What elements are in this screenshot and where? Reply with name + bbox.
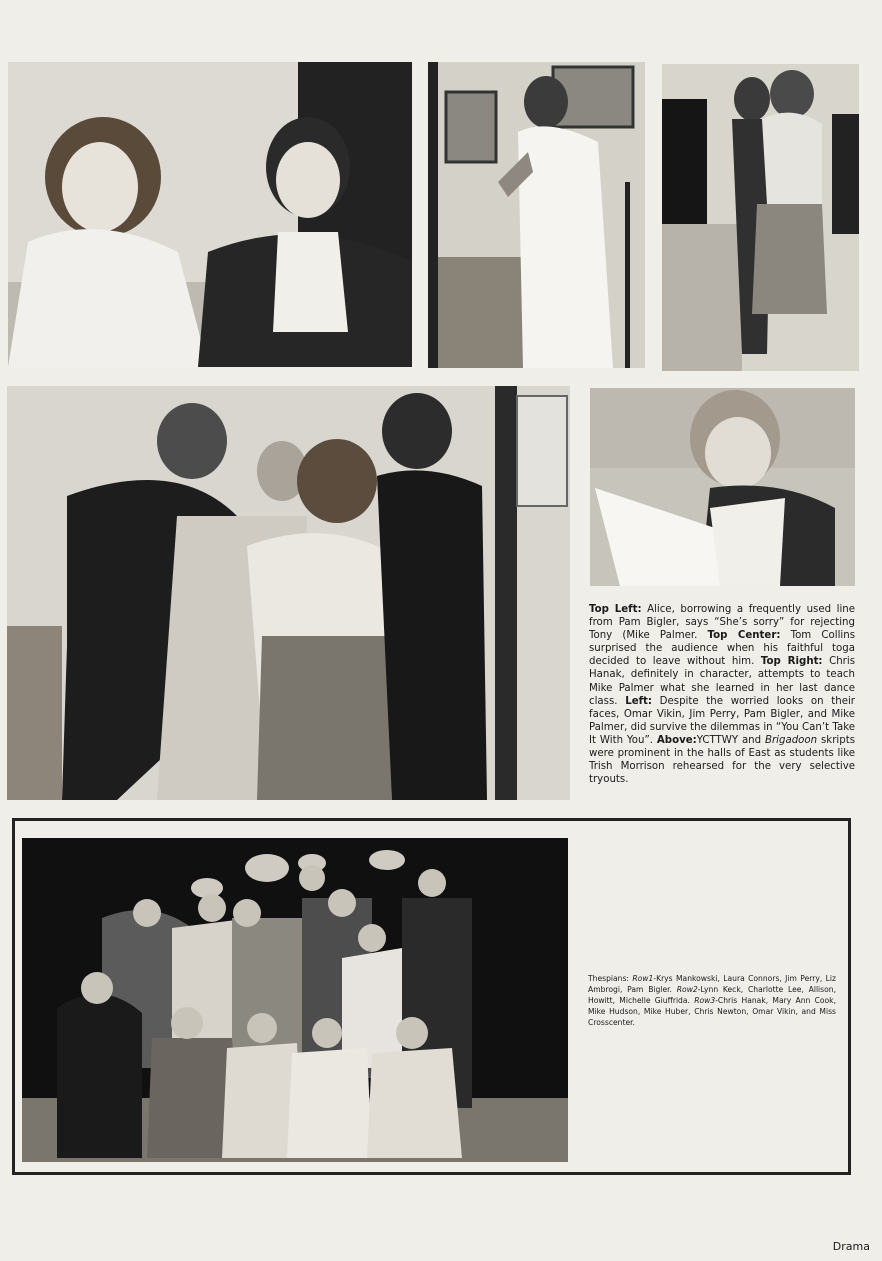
row3-names: -Chris Hanak, Mary Ann Cook, Mike Hudson, Mike Huber, Chris Newton, Omar Vikin, and Miss Crosscenter. [588, 996, 836, 1027]
caption-top-left-text: Alice, borrowing a frequently used line from Pam Bigler, says “She’s sorry” for rejecting Tony (Mike Palmer. [589, 604, 855, 642]
section-folio: Drama [832, 1240, 870, 1253]
photo-left [7, 386, 570, 800]
caption-top-left-label: Top Left: [589, 604, 642, 615]
caption-above-label: Above: [656, 734, 697, 746]
photo-above [590, 388, 855, 586]
caption-top-center-text: Tom Collins surprised the audience when his faithful toga decided to leave without him. [589, 630, 855, 668]
caption-top-right-text: Chris Hanak, definitely in character, attempts to teach Mike Palmer what she learned in her last dance class. [589, 656, 855, 707]
caption-above-italic: Brigadoon [765, 734, 818, 746]
thespians-intro: Thespians: [588, 974, 633, 983]
row2-label: Row2 [676, 985, 698, 994]
caption-left-text: Despite the worried looks on their faces, Omar Vikin, Jim Perry, Pam Bigler, and Mike Palmer, did survive the dilemmas in “You Can’t Take It With You”. [589, 695, 855, 746]
caption-top-right-label: Top Right: [760, 656, 823, 668]
thespians-caption [588, 973, 836, 1028]
caption-above-text-a: YCTTWY and [696, 734, 765, 746]
caption-left-label: Left: [625, 695, 652, 707]
photo-group [22, 838, 568, 1162]
row1-label: Row1 [632, 974, 654, 983]
row3-label: Row3 [694, 996, 716, 1005]
caption-top-center-label: Top Center: [707, 630, 781, 642]
photo-captions [589, 603, 855, 786]
photo-top-right [662, 64, 859, 371]
row1-names: -Krys Mankowski, Laura Connors, Jim Perry, Liz Ambrogi, Pam Bigler. [588, 974, 836, 994]
caption-above-text-b: skripts were prominent in the halls of East as students like Trish Morrison rehearsed for the very selective tryouts. [589, 734, 855, 786]
photo-top-left [8, 62, 412, 367]
row2-names: -Lynn Keck, Charlotte Lee, Allison, Howitt, Michelle Giuffrida. [588, 985, 836, 1005]
photo-top-center [428, 62, 645, 368]
